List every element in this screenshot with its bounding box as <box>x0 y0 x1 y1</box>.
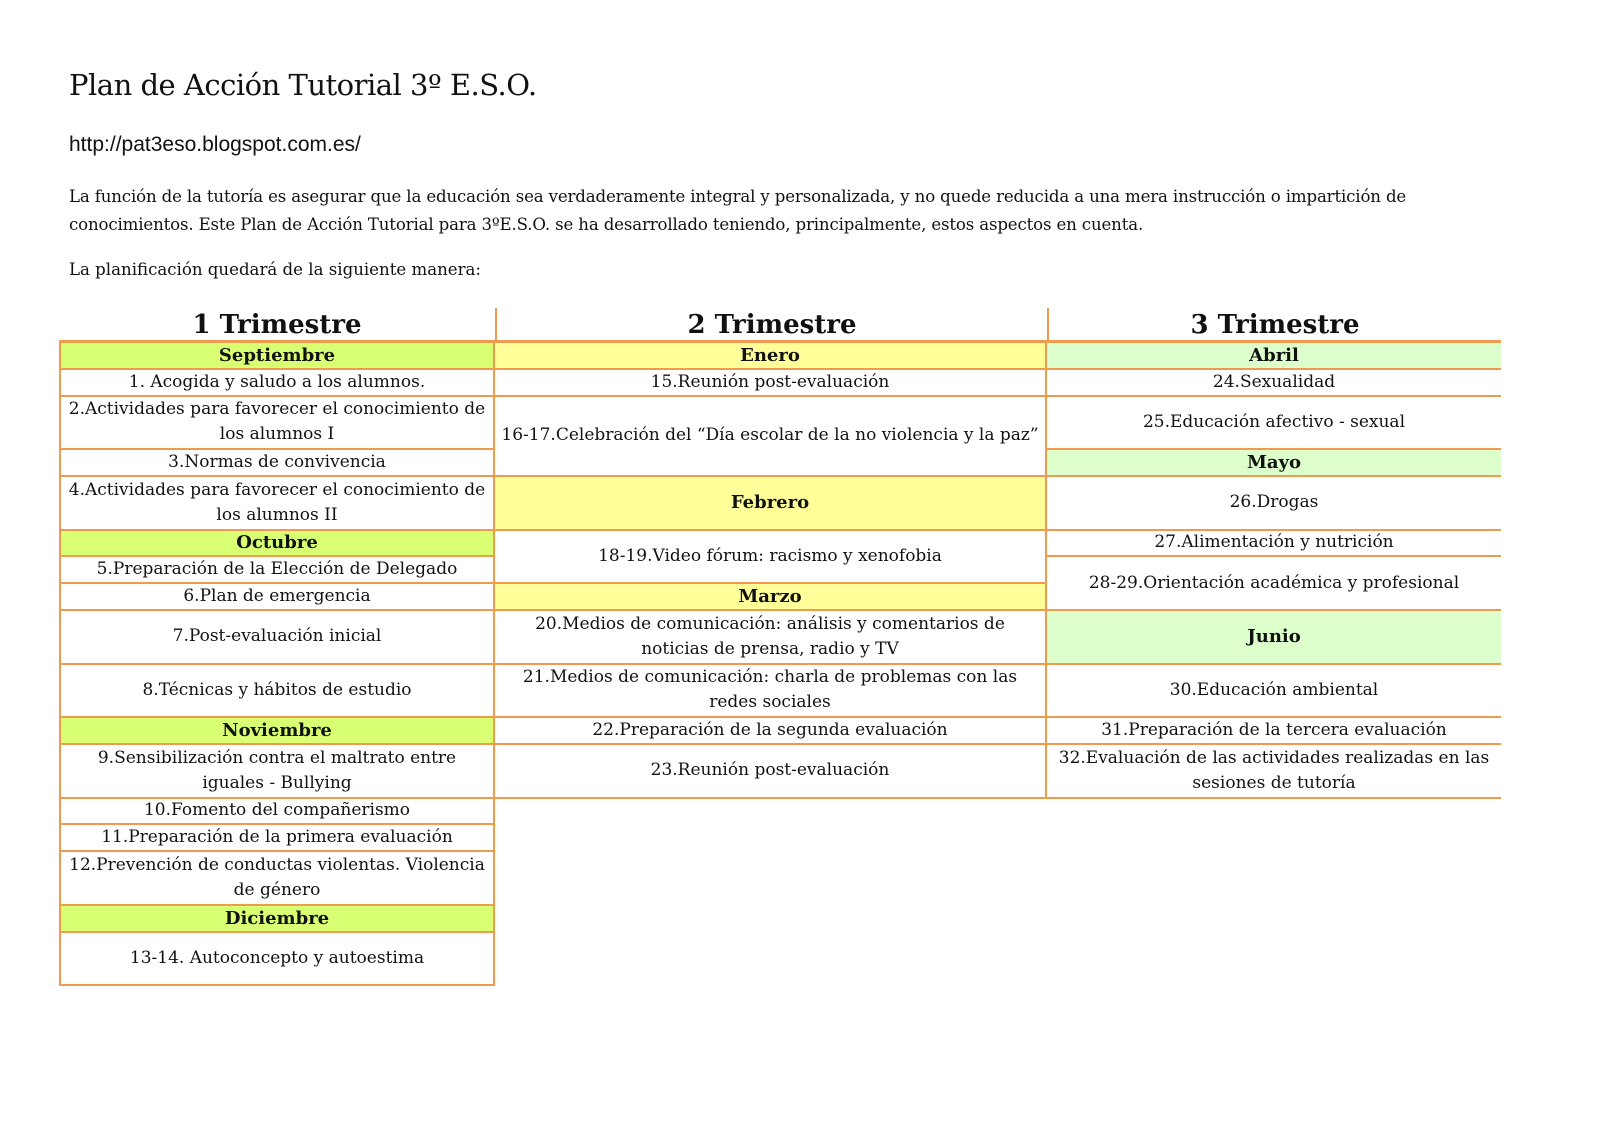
activity-cell: 16-17.Celebración del “Día escolar de la no violencia y la paz” <box>495 397 1047 477</box>
activity-cell: 2.Actividades para favorecer el conocimiento de los alumnos I <box>59 397 495 451</box>
activity-cell: 7.Post-evaluación inicial <box>59 611 495 665</box>
activity-cell: 28-29.Orientación académica y profesional <box>1047 557 1501 611</box>
activity-cell: 20.Medios de comunicación: análisis y comentarios de noticias de prensa, radio y TV <box>495 611 1047 665</box>
activity-cell: 27.Alimentación y nutrición <box>1047 531 1501 558</box>
trimester-2-column <box>495 308 1047 799</box>
activity-cell: 32.Evaluación de las actividades realizadas en las sesiones de tutoría <box>1047 745 1501 799</box>
blog-link[interactable]: http://pat3eso.blogspot.com.es/ <box>69 133 361 156</box>
activity-cell: 12.Prevención de conductas violentas. Violencia de género <box>59 852 495 906</box>
activity-cell: 15.Reunión post-evaluación <box>495 370 1047 397</box>
activity-cell: 5.Preparación de la Elección de Delegado <box>59 557 495 584</box>
month-header: Octubre <box>59 531 495 558</box>
trimester-1-column <box>59 308 495 986</box>
intro-paragraph: La función de la tutoría es asegurar que la educación sea verdaderamente integral y personalizada, y no quede reducida a una mera instrucción o impartición de conocimientos. Este Plan de Acción Tutorial para 3ºE.S.O. se ha desarrollado teniendo, principalmente, estos aspectos en cuenta. <box>69 187 1407 234</box>
planning-label: La planificación quedará de la siguiente manera: <box>69 260 482 279</box>
activity-cell: 26.Drogas <box>1047 477 1501 531</box>
activity-cell: 6.Plan de emergencia <box>59 584 495 611</box>
trimester-header: 3 Trimestre <box>1047 308 1501 343</box>
activity-cell: 22.Preparación de la segunda evaluación <box>495 718 1047 745</box>
month-header: Enero <box>495 343 1047 370</box>
activity-cell: 31.Preparación de la tercera evaluación <box>1047 718 1501 745</box>
month-header: Septiembre <box>59 343 495 370</box>
activity-cell: 13-14. Autoconcepto y autoestima <box>59 933 495 987</box>
activity-cell: 24.Sexualidad <box>1047 370 1501 397</box>
trimester-header: 2 Trimestre <box>495 308 1047 343</box>
month-header: Diciembre <box>59 906 495 933</box>
month-header: Noviembre <box>59 718 495 745</box>
activity-cell: 3.Normas de convivencia <box>59 450 495 477</box>
activity-cell: 30.Educación ambiental <box>1047 665 1501 719</box>
month-header: Abril <box>1047 343 1501 370</box>
activity-cell: 21.Medios de comunicación: charla de problemas con las redes sociales <box>495 665 1047 719</box>
activity-cell: 23.Reunión post-evaluación <box>495 745 1047 799</box>
activity-cell: 18-19.Video fórum: racismo y xenofobia <box>495 531 1047 585</box>
trimester-3-column <box>1047 308 1501 799</box>
activity-cell: 1. Acogida y saludo a los alumnos. <box>59 370 495 397</box>
activity-cell: 11.Preparación de la primera evaluación <box>59 825 495 852</box>
month-header: Mayo <box>1047 450 1501 477</box>
activity-cell: 9.Sensibilización contra el maltrato entre iguales - Bullying <box>59 745 495 799</box>
page-title: Plan de Acción Tutorial 3º E.S.O. <box>69 68 537 102</box>
trimester-header: 1 Trimestre <box>59 308 495 343</box>
activity-cell: 8.Técnicas y hábitos de estudio <box>59 665 495 719</box>
month-header: Junio <box>1047 611 1501 665</box>
month-header: Febrero <box>495 477 1047 531</box>
month-header: Marzo <box>495 584 1047 611</box>
activity-cell: 25.Educación afectivo - sexual <box>1047 397 1501 451</box>
activity-cell: 4.Actividades para favorecer el conocimiento de los alumnos II <box>59 477 495 531</box>
activity-cell: 10.Fomento del compañerismo <box>59 799 495 826</box>
